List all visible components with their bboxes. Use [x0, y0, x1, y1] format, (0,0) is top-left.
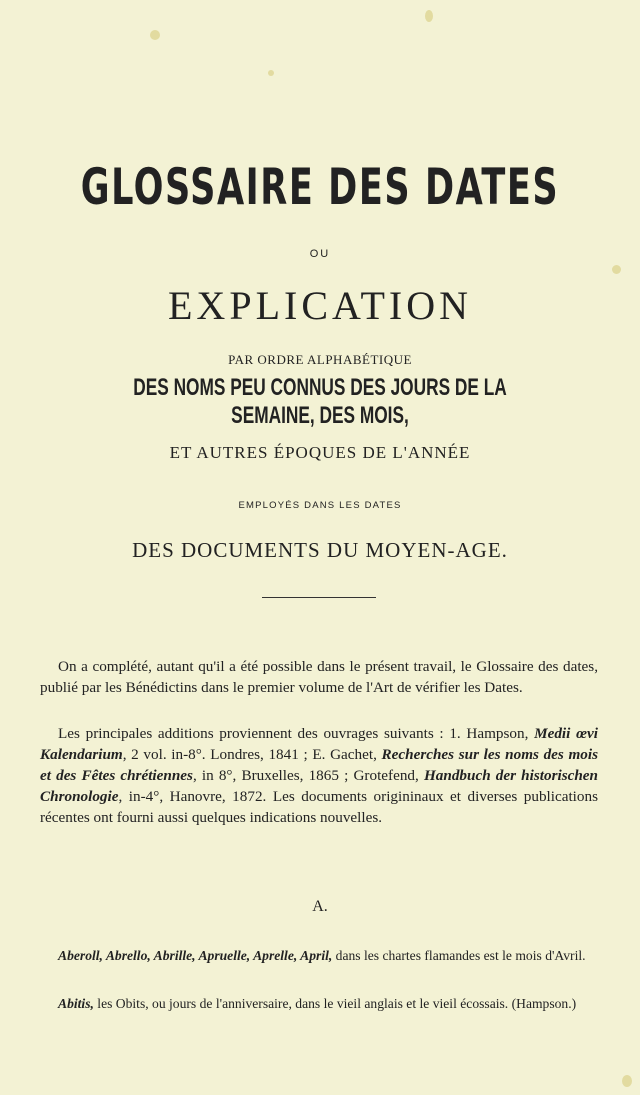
intro-paragraph: On a complété, autant qu'il a été possible dans le présent travail, le Glossaire des dates, publié par les Bénédictins dans le premier volume de l'Art de vérifier les Dates. — [40, 658, 598, 696]
foxing-spot — [150, 30, 160, 40]
foxing-spot — [612, 265, 621, 274]
divider-rule — [262, 597, 376, 598]
main-title: GLOSSAIRE DES DATES — [80, 158, 560, 216]
glossary-entry — [40, 945, 598, 967]
source-title: Handbuch der historischen Chronologie — [40, 767, 598, 805]
foxing-spot — [622, 1075, 632, 1087]
subtitle-par-ordre: PAR ORDRE ALPHABÉTIQUE — [228, 352, 412, 367]
sources-text: , in 8°, Bruxelles, 1865 ; Grotefend, — [192, 767, 424, 784]
entry-lemma: Aberoll, Abrello, Abrille, Apruelle, Aprelle, April, — [58, 948, 333, 963]
sources-paragraph — [40, 723, 598, 828]
sources-text: , in-4°, Hanovre, 1872. Les documents origininaux et diverses publications récentes ont fourni aussi quelques indications nouvelles. — [40, 788, 598, 826]
conjunction-ou: OU — [309, 248, 331, 260]
subtitle-documents: DES DOCUMENTS DU MOYEN-AGE. — [132, 538, 508, 562]
sources-text: Les principales additions proviennent des ouvrages suivants : 1. Hampson, — [58, 725, 535, 742]
source-title: Recherches sur les noms des mois et des Fêtes chrétiennes — [40, 746, 599, 784]
entry-definition: les Obits, ou jours de l'anniversaire, dans le vieil anglais et le vieil écossais. (Hampson.) — [93, 996, 577, 1011]
entry-lemma: Abitis, — [58, 996, 94, 1011]
source-title: Medii œvi Kalendarium — [40, 725, 598, 763]
subtitle-noms: DES NOMS PEU CONNUS DES JOURS DE LA SEMAINE, DES MOIS, — [133, 374, 507, 429]
foxing-spot — [268, 70, 274, 76]
subtitle-autres: ET AUTRES ÉPOQUES DE L'ANNÉE — [169, 443, 471, 462]
subtitle-employes: EMPLOYÉS DANS LES DATES — [238, 500, 402, 511]
foxing-spot — [425, 10, 433, 22]
glossary-entry — [40, 993, 598, 1015]
sources-text: , 2 vol. in-8°. Londres, 1841 ; E. Gachet, — [122, 746, 382, 763]
section-heading-a: A. — [312, 898, 328, 915]
entry-definition: dans les chartes flamandes est le mois d'Avril. — [332, 948, 586, 963]
subtitle-explication: EXPLICATION — [168, 283, 472, 328]
